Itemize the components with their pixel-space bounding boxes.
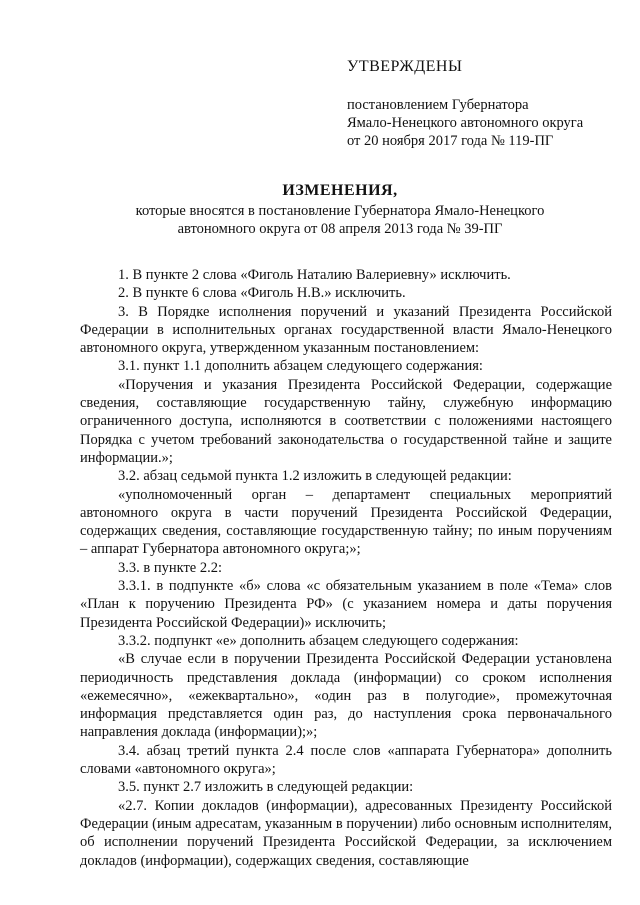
approval-line-1: постановлением Губернатора bbox=[347, 97, 529, 113]
document-body bbox=[80, 266, 612, 870]
document-title-block bbox=[60, 182, 620, 238]
approval-line-3: от 20 ноября 2017 года № 119-ПГ bbox=[347, 133, 554, 149]
paragraph-2: 2. В пункте 6 слова «Фиголь Н.В.» исключить. bbox=[118, 285, 406, 302]
paragraph-3-4: 3.4. абзац третий пункта 2.4 после слов «аппарата Губернатора» дополнить словами «автономного округа»; bbox=[80, 742, 612, 778]
document-title: ИЗМЕНЕНИЯ, bbox=[282, 182, 398, 199]
paragraph-3-2: 3.2. абзац седьмой пункта 1.2 изложить в следующей редакции: bbox=[118, 468, 512, 485]
paragraph-3-5-quote: «2.7. Копии докладов (информации), адресованных Президенту Российской Федерации (иным адресатам, указанным в поручении) либо основным исполнителям, об исполнении поручений Президента Российской Федерации, за исключением докладов (информации), содержащих сведения, составляющие bbox=[80, 797, 612, 869]
document-subtitle-line-2: автономного округа от 08 апреля 2013 года № 39-ПГ bbox=[177, 221, 503, 237]
paragraph-3-1: 3.1. пункт 1.1 дополнить абзацем следующего содержания: bbox=[118, 358, 483, 375]
approval-heading: УТВЕРЖДЕНЫ bbox=[347, 58, 463, 75]
paragraph-3-3-2: 3.3.2. подпункт «е» дополнить абзацем следующего содержания: bbox=[118, 632, 519, 649]
paragraph-3-3-1: 3.3.1. в подпункте «б» слова «с обязательным указанием в поле «Тема» слов «План к поручению Президента РФ» (с указанием номера и даты поручения Президента Российской Федерации)» исключить; bbox=[80, 578, 612, 631]
approval-line-2: Ямало-Ненецкого автономного округа bbox=[347, 115, 584, 131]
paragraph-1: 1. В пункте 2 слова «Фиголь Наталию Валериевну» исключить. bbox=[118, 267, 511, 283]
paragraph-3-2-quote: «уполномоченный орган – департамент специальных мероприятий автономного округа в части поручений Президента Российской Федерации, содержащих сведения, составляющие государственную тайну; по иным поручениям – аппарат Губернатора автономного округа;»; bbox=[80, 486, 612, 558]
paragraph-3-3: 3.3. в пункте 2.2: bbox=[118, 559, 223, 576]
paragraph-3-1-quote: «Поручения и указания Президента Российской Федерации, содержащие сведения, составляющие государственную тайну, служебную информацию ограниченного доступа, исполняются в соответствии с положениями настоящего Порядка с учетом требований законодательства о государственной тайне и защите информации.»; bbox=[80, 376, 612, 466]
document-subtitle-line-1: которые вносятся в постановление Губернатора Ямало-Ненецкого bbox=[135, 203, 545, 219]
paragraph-3-5: 3.5. пункт 2.7 изложить в следующей редакции: bbox=[118, 779, 414, 796]
approval-block bbox=[347, 58, 627, 150]
paragraph-3: 3. В Порядке исполнения поручений и указаний Президента Российской Федерации в исполнительных органах государственной власти Ямало-Ненецкого автономного округа, утвержденном указанным постановлением: bbox=[80, 303, 612, 357]
paragraph-3-3-2-quote: «В случае если в поручении Президента Российской Федерации установлена периодичность представления доклада (информации) со сроком исполнения «ежемесячно», «ежеквартально», «один раз в полугодие», промежуточная информация представляется один раз, до наступления срока первоначального направления доклада (информации);»; bbox=[80, 651, 612, 741]
